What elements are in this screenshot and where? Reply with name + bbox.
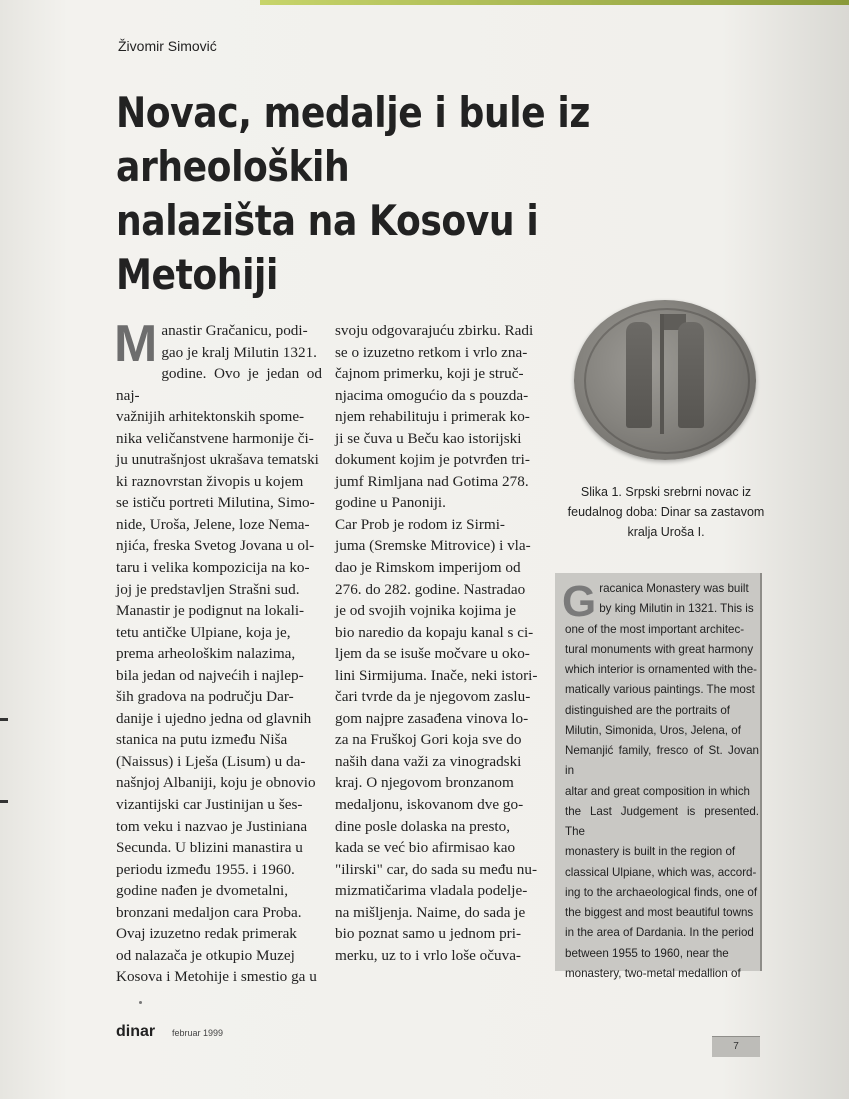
text-line: kraj. O njegovom bronzanom bbox=[335, 774, 514, 792]
issue-date: februar 1999 bbox=[172, 1028, 224, 1038]
text-line: 276. do 282. godine. Nastradao bbox=[335, 580, 526, 598]
text-line: periodu između 1955. i 1960. bbox=[116, 860, 295, 878]
text-line: Car Prob je rodom iz Sirmi- bbox=[335, 515, 505, 533]
text-line: njem rehabilituju i primerak ko- bbox=[335, 408, 530, 426]
text-line: the Last Judgement is presented. The bbox=[565, 804, 759, 838]
text-line: se ističu portreti Milutina, Simo- bbox=[116, 494, 315, 512]
coin-photo bbox=[570, 298, 758, 462]
text-line: monastery is built in the region of bbox=[565, 845, 736, 859]
text-line: njacima omogućio da s pouzda- bbox=[335, 386, 529, 404]
text-line: juma (Sremske Mitrovice) i vla- bbox=[335, 537, 531, 555]
text-line: "ilirski" car, do sada su među nu- bbox=[335, 860, 538, 878]
text-line: prema arheološkim nalazima, bbox=[116, 645, 296, 663]
text-line: bio naredio da kopaju kanal s ci- bbox=[335, 623, 534, 641]
text-line: dine posle dolaska na presto, bbox=[335, 817, 511, 835]
text-line: dao je Rimskom imperijom od bbox=[335, 559, 521, 577]
text-line: Milutin, Simonida, Uros, Jelena, of bbox=[565, 723, 741, 737]
english-summary-text bbox=[562, 577, 759, 984]
text-line: svoju odgovarajuću zbirku. Radi bbox=[335, 322, 534, 339]
text-line: matically various paintings. The most bbox=[565, 683, 755, 697]
text-line: bila jedan od najvećih i najlep- bbox=[116, 666, 304, 684]
text-line: gao je kralj Milutin 1321. bbox=[161, 343, 317, 361]
text-line: bio poznat samo u jednom pri- bbox=[335, 925, 522, 943]
text-line: Ovaj izuzetno redak primerak bbox=[116, 925, 297, 943]
text-line: Manastir je podignut na lokali- bbox=[116, 602, 305, 620]
text-line: by king Milutin in 1321. This is bbox=[599, 602, 754, 616]
page-number: 7 bbox=[712, 1036, 760, 1057]
article-column-1 bbox=[114, 315, 322, 988]
coin-flag-staff bbox=[660, 314, 664, 434]
text-line: joj je predstavljen Strašni sud. bbox=[116, 580, 300, 598]
article-title bbox=[116, 86, 666, 302]
drop-cap: M bbox=[114, 315, 158, 373]
title-line-2: nalazišta na Kosovu i Metohiji bbox=[116, 196, 539, 299]
text-line: njića, freska Svetog Jovana u ol- bbox=[116, 537, 315, 555]
text-line: nika veličanstvene harmonije či- bbox=[116, 429, 314, 447]
text-line: distinguished are the portraits of bbox=[565, 703, 730, 717]
text-line: bronzani medaljon cara Proba. bbox=[116, 903, 302, 921]
english-lines bbox=[565, 579, 759, 984]
magazine-name: dinar bbox=[116, 1023, 156, 1040]
text-line: jumf Rimljana nad Gotima 278. bbox=[335, 472, 529, 490]
text-line: ing to the archaeological finds, one of bbox=[565, 885, 758, 899]
text-line: racanica Monastery was built bbox=[599, 582, 749, 595]
text-line: ljem da se isuše močvare u oko- bbox=[335, 645, 530, 663]
article-column-2 bbox=[335, 320, 541, 966]
text-line: medaljonu, iskovanom dve go- bbox=[335, 796, 524, 814]
text-line: kada se već bio afirmisao kao bbox=[335, 839, 516, 857]
text-line: the biggest and most beautiful towns bbox=[565, 906, 754, 919]
margin-mark bbox=[0, 800, 8, 803]
text-line: danije i ujedno jedna od glavnih bbox=[116, 709, 312, 727]
text-line: classical Ulpiane, which was, accord- bbox=[565, 865, 757, 879]
title-line-1: Novac, medalje i bule iz arheoloških bbox=[116, 88, 590, 191]
text-line: važnijih arhitektonskih spome- bbox=[116, 408, 305, 426]
text-line: je od svojih vojnika kojima je bbox=[335, 602, 516, 620]
text-line: našnjoj Albaniji, koju je obnovio bbox=[116, 774, 316, 792]
text-line: na mišljenja. Naime, do sada je bbox=[335, 903, 526, 921]
text-line: gom najpre zasađena vinova lo- bbox=[335, 709, 529, 727]
text-line: godine nađen je dvometalni, bbox=[116, 882, 289, 900]
text-line: od nalazača je otkupio Muzej bbox=[116, 946, 295, 964]
text-line: one of the most important architec- bbox=[565, 622, 745, 636]
text-line: which interior is ornamented with the- bbox=[565, 663, 758, 676]
column-1-text bbox=[114, 315, 322, 988]
caption-line: kralja Uroša I. bbox=[627, 525, 705, 539]
coin-figure-left bbox=[626, 322, 652, 428]
text-line: dokument kojim je potvrđen tri- bbox=[335, 451, 530, 469]
text-line: monastery, two-metal medallion of bbox=[565, 966, 741, 980]
text-line: taru i velika kompozicija na ko- bbox=[116, 559, 310, 577]
text-line: čajnom primerku, koji je struč- bbox=[335, 365, 524, 383]
stray-dot bbox=[139, 1001, 142, 1004]
text-line: between 1955 to 1960, near the bbox=[565, 946, 729, 960]
text-line: mizmatičarima vladala podelje- bbox=[335, 882, 528, 900]
text-line: se o izuzetno retkom i vrlo zna- bbox=[335, 343, 528, 361]
text-line: za na Fruškoj Gori koja sve do bbox=[335, 731, 522, 749]
text-line: naših dana važi za vinogradski bbox=[335, 752, 522, 770]
text-line: godine. Ovo je jedan od naj- bbox=[116, 365, 322, 404]
english-drop-cap: G bbox=[562, 577, 597, 626]
text-line: ju unutrašnjost ukrašava tematski bbox=[116, 451, 319, 469]
margin-mark bbox=[0, 718, 8, 721]
column-2-text bbox=[335, 320, 541, 966]
text-line: in the area of Dardania. In the period bbox=[565, 926, 754, 940]
text-line: stanica na putu između Niša bbox=[116, 731, 288, 749]
top-color-bar bbox=[260, 0, 849, 5]
text-line: merku, uz to i vrlo loše očuva- bbox=[335, 946, 521, 964]
text-line: (Naissus) i Lješa (Lisum) u da- bbox=[116, 752, 306, 770]
coin-figure-right bbox=[678, 322, 704, 428]
text-line: Secunda. U blizini manastira u bbox=[116, 839, 303, 857]
figure-caption bbox=[560, 482, 772, 542]
text-line: čari tvrde da je njegovom zaslu- bbox=[335, 688, 531, 706]
text-line: lini Sirmijuma. Inače, neki istori- bbox=[335, 666, 538, 684]
text-line: altar and great composition in which bbox=[565, 784, 750, 798]
text-line: Nemanjić family, fresco of St. Jovan in bbox=[565, 744, 759, 778]
text-line: godine u Panoniji. bbox=[335, 494, 446, 512]
author-name: Živomir Simović bbox=[118, 38, 217, 54]
text-line: ših gradova na području Dar- bbox=[116, 688, 294, 706]
text-line: tom veku i nazvao je Justiniana bbox=[116, 817, 308, 835]
text-line: tural monuments with great harmony bbox=[565, 642, 754, 656]
text-line: vizantijski car Justinijan u šes- bbox=[116, 796, 303, 814]
text-line: ki raznovrstan živopis u kojem bbox=[116, 472, 304, 490]
text-line: tetu antičke Ulpiane, koja je, bbox=[116, 623, 291, 641]
caption-line: Slika 1. Srpski srebrni novac iz bbox=[580, 485, 752, 499]
text-line: anastir Gračanicu, podi- bbox=[161, 322, 308, 339]
caption-line: feudalnog doba: Dinar sa zastavom bbox=[567, 505, 765, 519]
text-line: nide, Uroša, Jelene, loze Nema- bbox=[116, 515, 310, 533]
text-line: Kosova i Metohije i smestio ga u bbox=[116, 968, 317, 986]
text-line: ji se čuva u Beču kao istorijski bbox=[335, 429, 522, 447]
